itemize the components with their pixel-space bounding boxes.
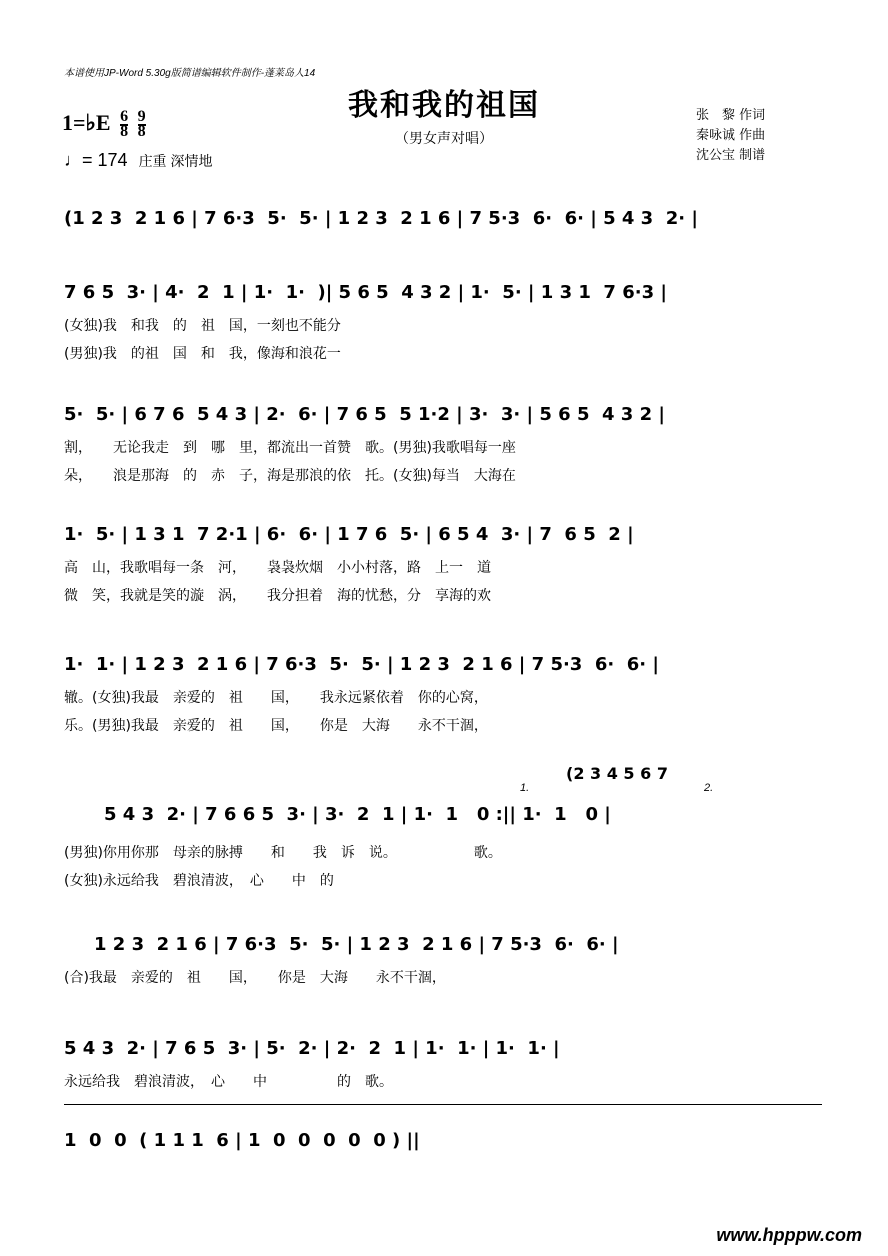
notes-line: 7 6 5 3· | 4· 2 1 | 1· 1· )| 5 6 5 4 3 2 | 1· 5· | 1 3 1 7 6·3 |	[64, 282, 667, 303]
time-signature-2: $\frac{9}{8}$	[137, 108, 146, 140]
score-row-9	[64, 1130, 834, 1151]
interlude-notes: (2 3 4 5 6 7	[566, 764, 668, 783]
notes-line: 5 4 3 2· | 7 6 6 5 3· | 3· 2 1 | 1· 1 0 :|| 1· 1 0 |	[104, 804, 611, 825]
score-row-7	[64, 934, 834, 987]
lyrics-line-female: (女独)我 和我 的 祖 国，一刻也不能分	[64, 318, 341, 334]
notes-line: 5 4 3 2· | 7 6 5 3· | 5· 2· | 2· 2 1 | 1· 1· | 1· 1· |	[64, 1038, 560, 1059]
credits-block	[696, 106, 765, 166]
score-row-1	[64, 208, 834, 229]
lyrics-line: (合)我最 亲爱的 祖 国， 你是 大海 永不干涸，	[64, 970, 446, 986]
lyrics-line-b: (女独)永远给我 碧浪清波， 心 中 的	[64, 873, 334, 889]
score-row-5	[64, 654, 834, 735]
song-subtitle: （男女声对唱）	[395, 131, 493, 147]
volta-1: 1.	[520, 782, 530, 794]
credit-music: 秦咏诚 作曲	[696, 128, 766, 143]
final-line-bracket	[64, 1104, 822, 1105]
expression-marking: 庄重 深情地	[138, 153, 213, 169]
score-row-4	[64, 524, 834, 605]
score-row-6	[104, 804, 834, 825]
score-row-8	[64, 1038, 834, 1091]
notes-line: 1· 5· | 1 3 1 7 2·1 | 6· 6· | 1 7 6 5· | 6 5 4 3· | 7 6 5 2 |	[64, 524, 634, 545]
credit-arranger: 沈公宝 制谱	[696, 148, 766, 163]
software-credit: 本谱使用JP-Word 5.30g版简谱编辑软件制作-蓬莱岛人14	[64, 68, 316, 79]
notes-line: 5· 5· | 6 7 6 5 4 3 | 2· 6· | 7 6 5 5 1·2 | 3· 3· | 5 6 5 4 3 2 |	[64, 404, 665, 425]
tempo-marking	[64, 150, 212, 171]
lyrics-line-b: 朵， 浪是那海 的 赤 子，海是那浪的依 托。(女独)每当 大海在	[64, 468, 516, 484]
lyrics-line-a: (男独)你用你那 母亲的脉搏 和 我 诉 说。 歌。	[64, 845, 502, 861]
tempo-value: ♩= 174	[64, 150, 128, 170]
time-signature-1: $\frac{6}{8}$	[120, 108, 129, 140]
lyrics-line-male: (男独)我 的祖 国 和 我，像海和浪花一	[64, 346, 341, 362]
lyrics-line: 永远给我 碧浪清波， 心 中 的 歌。	[64, 1074, 393, 1090]
score-row-3	[64, 404, 834, 485]
credit-lyrics: 张 黎 作词	[696, 108, 766, 123]
notes-line: 1 2 3 2 1 6 | 7 6·3 5· 5· | 1 2 3 2 1 6 | 7 5·3 6· 6· |	[94, 934, 619, 955]
notes-line: 1 0 0 ( 1 1 1 6 | 1 0 0 0 0 0 ) ||	[64, 1130, 420, 1151]
lyrics-line-b: 微 笑，我就是笑的漩 涡， 我分担着 海的忧愁，分 享海的欢	[64, 588, 491, 604]
score-row-2	[64, 282, 834, 363]
notes-line: (1 2 3 2 1 6 | 7 6·3 5· 5· | 1 2 3 2 1 6 | 7 5·3 6· 6· | 5 4 3 2· |	[64, 208, 698, 229]
site-watermark: www.hpppw.com	[716, 1225, 862, 1245]
key-label: 1=♭E	[62, 110, 111, 135]
notes-line: 1· 1· | 1 2 3 2 1 6 | 7 6·3 5· 5· | 1 2 3 2 1 6 | 7 5·3 6· 6· |	[64, 654, 659, 675]
score-row-6-lyrics	[64, 842, 834, 890]
lyrics-line-a: 辙。(女独)我最 亲爱的 祖 国， 我永远紧依着 你的心窝，	[64, 690, 488, 706]
key-signature	[62, 110, 146, 139]
song-title: 我和我的祖国	[348, 88, 540, 123]
lyrics-line-a: 高 山，我歌唱每一条 河， 袅袅炊烟 小小村落，路 上一 道	[64, 560, 491, 576]
lyrics-line-b: 乐。(男独)我最 亲爱的 祖 国， 你是 大海 永不干涸，	[64, 718, 488, 734]
lyrics-line-a: 割， 无论我走 到 哪 里，都流出一首赞 歌。(男独)我歌唱每一座	[64, 440, 516, 456]
volta-2: 2.	[704, 782, 714, 794]
